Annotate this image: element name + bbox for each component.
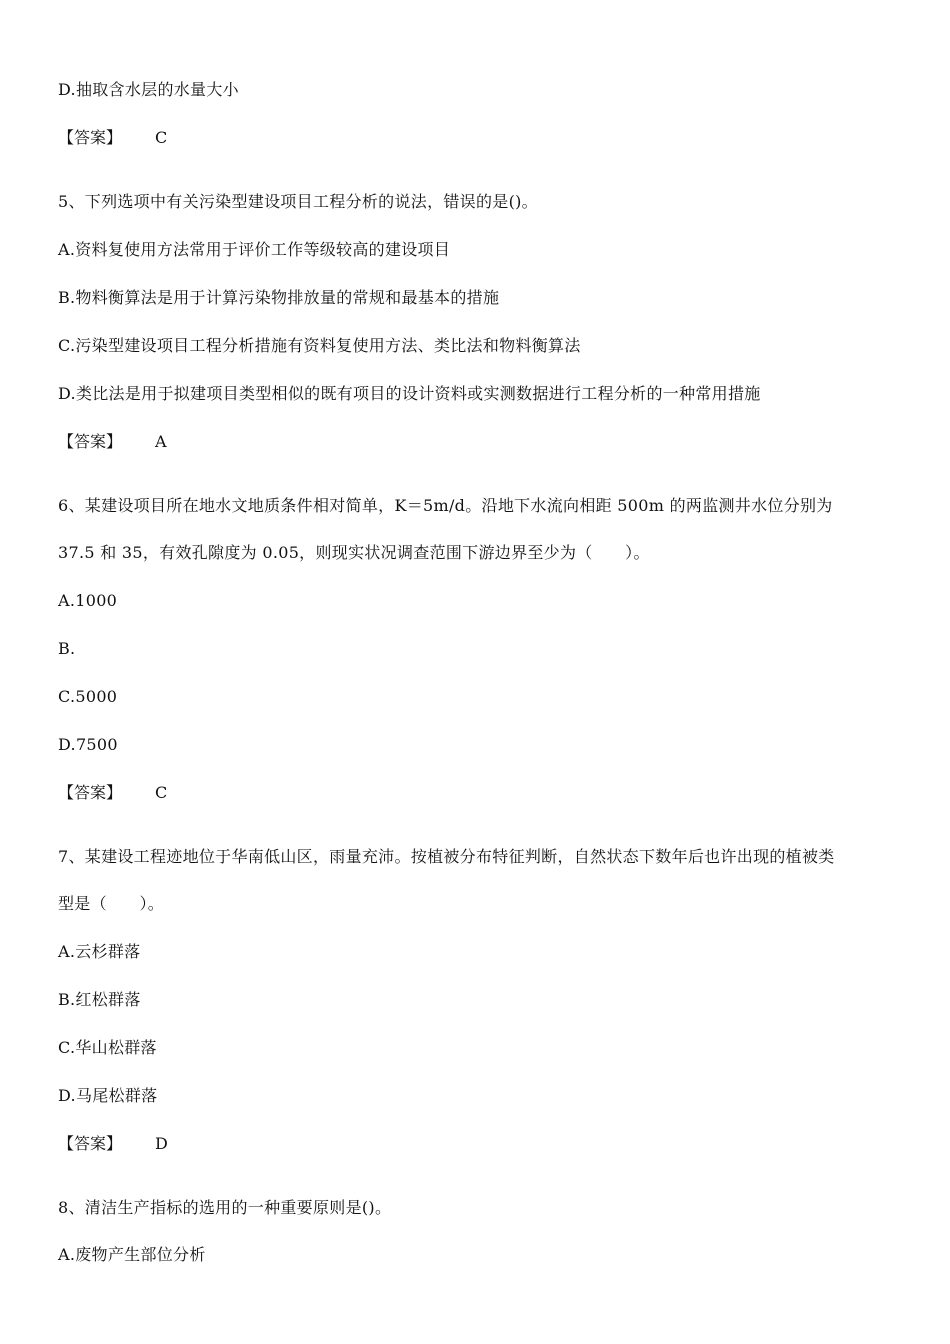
answer-value: A (155, 432, 167, 451)
answer-label: 【答案】 (58, 1134, 123, 1153)
q5-option-c: C.污染型建设项目工程分析措施有资料复使用方法、类比法和物料衡算法 (58, 336, 581, 355)
q5-answer-row (58, 432, 167, 452)
answer-value: C (155, 128, 168, 147)
q5-option-d: D.类比法是用于拟建项目类型相似的既有项目的设计资料或实测数据进行工程分析的一种常用措施 (58, 384, 761, 403)
q6-option-c: C.5000 (58, 687, 118, 706)
q4-option-d: D.抽取含水层的水量大小 (58, 80, 239, 99)
q4-answer-row (58, 128, 167, 148)
q6-option-b: B. (58, 639, 76, 658)
q8-stem: 8、清洁生产指标的选用的一种重要原则是()。 (58, 1198, 392, 1217)
q6-answer-row (58, 783, 167, 803)
q7-answer-row (58, 1134, 168, 1154)
q7-option-a: A.云杉群落 (58, 942, 141, 961)
q6-stem-line1: 6、某建设项目所在地水文地质条件相对简单，K＝5m/d。沿地下水流向相距 500m 的两监测井水位分别为 (58, 496, 833, 515)
answer-label: 【答案】 (58, 128, 123, 147)
q5-option-a: A.资料复使用方法常用于评价工作等级较高的建设项目 (58, 240, 451, 259)
q8-option-a: A.废物产生部位分析 (58, 1245, 206, 1264)
answer-value: C (155, 783, 168, 802)
q7-stem-line2: 型是（ ）。 (58, 894, 165, 913)
q6-option-d: D.7500 (58, 735, 118, 754)
q7-stem-line1: 7、某建设工程迹地位于华南低山区，雨量充沛。按植被分布特征判断，自然状态下数年后也许出现的植被类 (58, 847, 835, 866)
q5-stem: 5、下列选项中有关污染型建设项目工程分析的说法，错误的是()。 (58, 192, 538, 211)
answer-value: D (155, 1134, 168, 1153)
answer-label: 【答案】 (58, 783, 123, 802)
q6-option-a: A.1000 (58, 591, 118, 610)
q7-option-c: C.华山松群落 (58, 1038, 157, 1057)
q7-option-b: B.红松群落 (58, 990, 141, 1009)
q7-option-d: D.马尾松群落 (58, 1086, 158, 1105)
q6-stem-line2: 37.5 和 35，有效孔隙度为 0.05，则现实状况调查范围下游边界至少为（ ）。 (58, 543, 650, 562)
q5-option-b: B.物料衡算法是用于计算污染物排放量的常规和最基本的措施 (58, 288, 500, 307)
answer-label: 【答案】 (58, 432, 123, 451)
